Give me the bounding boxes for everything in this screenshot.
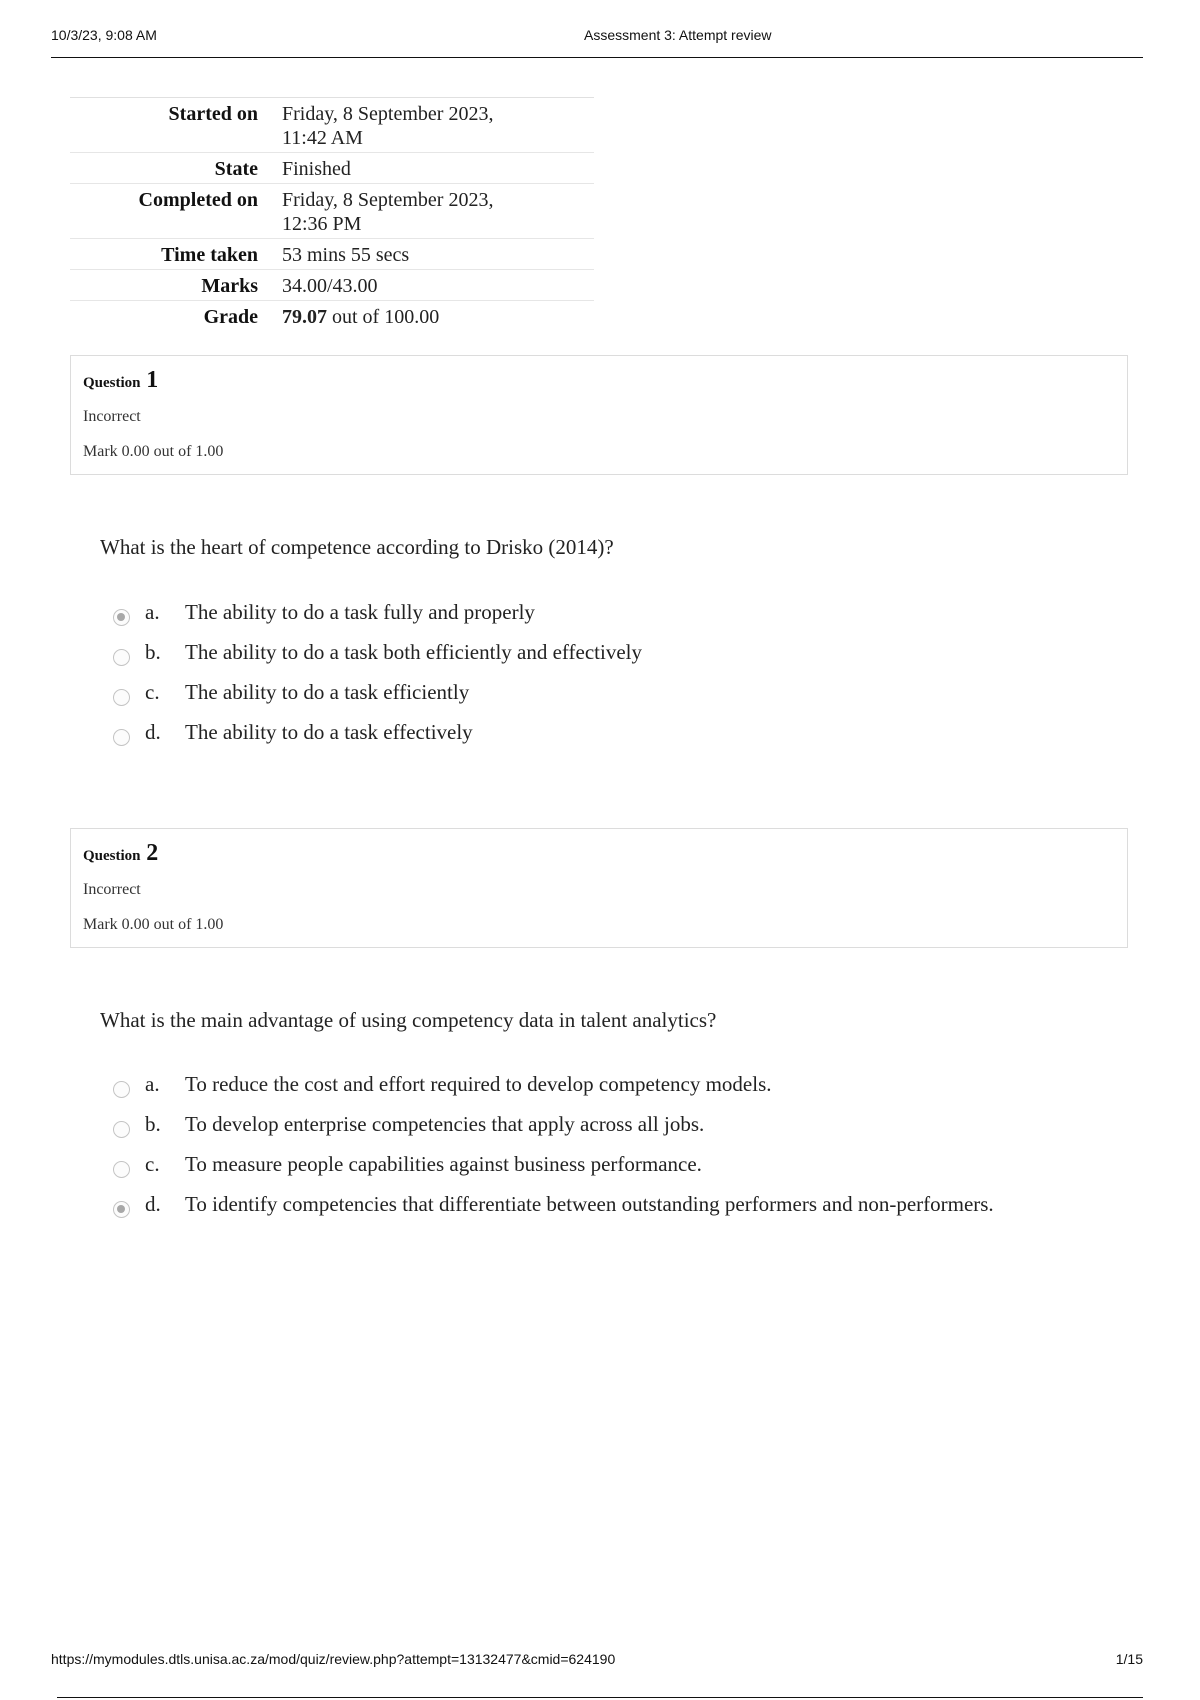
page-number: 1/15 [1115,1651,1143,1667]
question-state: Incorrect [83,881,141,898]
question-label: Question [83,375,141,391]
summary-row-grade [70,301,594,332]
answer-letter: c. [145,680,160,704]
summary-value: Finished [282,158,351,180]
question-state: Incorrect [83,408,141,425]
summary-value: 53 mins 55 secs [282,244,410,266]
footer-divider [57,1697,1143,1698]
question-text: What is the heart of competence according to Drisko (2014)? [100,535,614,559]
radio-unchecked-icon[interactable] [113,1161,130,1178]
radio-unchecked-icon[interactable] [113,1121,130,1138]
answer-text: The ability to do a task fully and properly [185,600,535,624]
started-time: 11:42 AM [282,127,363,149]
summary-row-completed [70,184,594,239]
question-label: Question [83,848,141,864]
summary-label: Marks [201,275,258,297]
answer-letter: c. [145,1152,160,1176]
answer-text: To identify competencies that differentiate between outstanding performers and non-performers. [185,1192,994,1216]
summary-row-state [70,153,594,184]
summary-label: Started on [168,103,258,125]
radio-unchecked-icon[interactable] [113,649,130,666]
answer-letter: d. [145,1192,161,1216]
completed-time: 12:36 PM [282,213,362,235]
summary-value [282,184,594,239]
question-info-box [70,828,1128,948]
answer-text: To develop enterprise competencies that apply across all jobs. [185,1112,705,1136]
page-url: https://mymodules.dtls.unisa.ac.za/mod/quiz/review.php?attempt=13132477&cmid=624190 [51,1651,616,1667]
summary-value [282,301,594,332]
page-title: Assessment 3: Attempt review [584,27,772,43]
summary-row-time-taken [70,239,594,270]
question-number-value: 2 [146,840,159,866]
answer-letter: d. [145,720,161,744]
summary-label: Time taken [161,244,258,266]
question-number-value: 1 [146,367,159,393]
summary-row-marks [70,270,594,301]
question-info-box [70,355,1128,475]
print-datetime: 10/3/23, 9:08 AM [51,27,157,43]
radio-checked-icon[interactable] [113,609,130,626]
answer-text: The ability to do a task efficiently [185,680,470,704]
page-header [51,27,1143,58]
radio-unchecked-icon[interactable] [113,1081,130,1098]
completed-date: Friday, 8 September 2023, [282,189,494,211]
summary-row-started [70,98,594,153]
grade-score: 79.07 [282,306,327,328]
answer-letter: a. [145,1072,160,1096]
question-number [83,840,158,867]
question-number [83,367,158,394]
attempt-summary-table [70,97,594,331]
summary-label: State [214,158,258,180]
question-text: What is the main advantage of using competency data in talent analytics? [100,1008,717,1032]
radio-unchecked-icon[interactable] [113,689,130,706]
question-grade: Mark 0.00 out of 1.00 [83,916,224,933]
answer-text: To measure people capabilities against business performance. [185,1152,702,1176]
grade-out-of: out of 100.00 [332,306,440,328]
summary-label: Completed on [138,189,258,211]
answer-letter: b. [145,640,161,664]
summary-value [282,98,594,153]
summary-value: 34.00/43.00 [282,275,378,297]
summary-label: Grade [203,306,258,328]
answer-text: To reduce the cost and effort required to develop competency models. [185,1072,772,1096]
radio-checked-icon[interactable] [113,1201,130,1218]
started-date: Friday, 8 September 2023, [282,103,494,125]
answer-letter: a. [145,600,160,624]
question-grade: Mark 0.00 out of 1.00 [83,443,224,460]
answer-text: The ability to do a task effectively [185,720,473,744]
answer-letter: b. [145,1112,161,1136]
answer-text: The ability to do a task both efficiently and effectively [185,640,642,664]
radio-unchecked-icon[interactable] [113,729,130,746]
